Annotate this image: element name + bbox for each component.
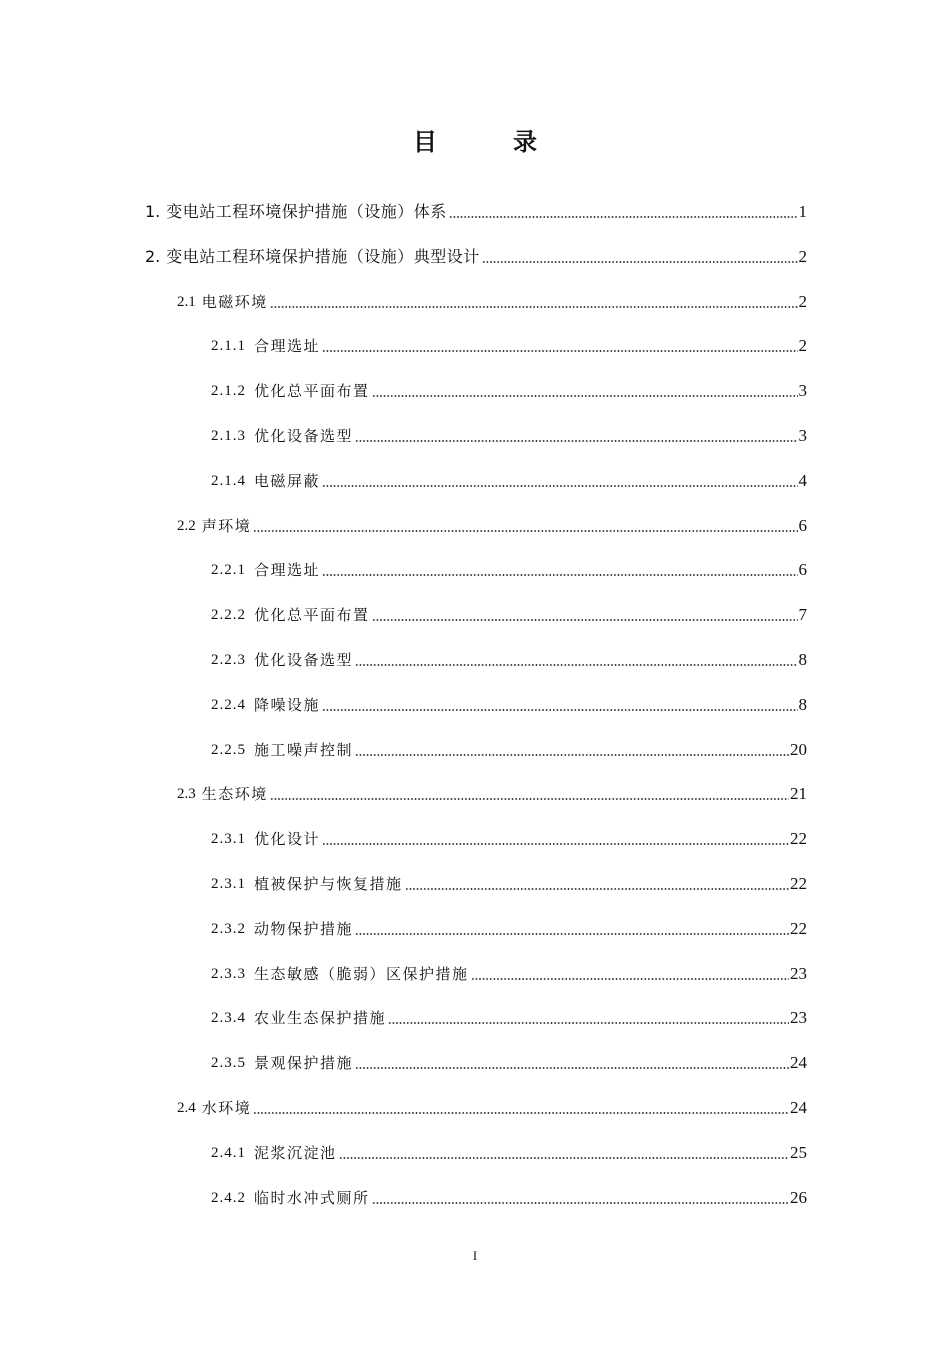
toc-entry-number: 2.	[145, 246, 161, 266]
dot-leader	[355, 933, 789, 935]
dot-leader	[322, 709, 797, 711]
toc-entry-2-1-1[interactable]	[211, 328, 807, 356]
toc-entry-2-1-2[interactable]	[211, 373, 807, 401]
toc-entry-number: 2.2.2	[211, 607, 246, 624]
toc-entry-number: 2.3	[177, 786, 196, 803]
toc-entry-title: 优化设计	[254, 830, 321, 849]
toc-entry-page: 6	[798, 515, 807, 535]
toc-entry-page: 3	[798, 426, 807, 445]
dot-leader	[471, 978, 789, 980]
toc-entry-page: 2	[798, 336, 807, 356]
toc-entry-title: 景观保护措施	[254, 1054, 354, 1073]
toc-entry-number: 2.2.5	[211, 741, 246, 758]
dot-leader	[322, 350, 797, 352]
toc-entry-title: 水环境	[201, 1099, 252, 1117]
toc-entry-title: 合理选址	[254, 561, 321, 580]
toc-entry-2-2-5[interactable]	[211, 732, 807, 760]
dot-leader	[355, 754, 789, 756]
toc-entry-page: 22	[790, 918, 807, 938]
dot-leader	[355, 1067, 789, 1069]
toc-entry-title: 农业生态保护措施	[254, 1009, 387, 1028]
toc-entry-number: 2.1.4	[211, 472, 246, 489]
toc-entry-number: 2.2.1	[211, 562, 246, 579]
toc-entry-page: 25	[790, 1142, 807, 1162]
toc-entry-number: 2.3.2	[211, 920, 246, 937]
toc-entry-2-2-4[interactable]	[211, 687, 807, 715]
toc-entry-2-3-1-vegetation[interactable]	[211, 866, 807, 894]
toc-entry-number: 2.3.3	[211, 965, 246, 982]
toc-entry-title: 临时水冲式厕所	[254, 1188, 370, 1207]
toc-entry-page: 1	[798, 202, 807, 221]
toc-entry-number: 1.	[145, 202, 161, 221]
toc-entry-title: 动物保护措施	[254, 919, 354, 938]
toc-entry-number: 2.2.4	[211, 696, 246, 713]
toc-entry-number: 2.2.3	[211, 652, 246, 668]
page-title: 目 录	[413, 128, 563, 156]
toc-entry-2-4-1[interactable]	[211, 1135, 807, 1163]
toc-entry-page: 24	[790, 1053, 807, 1073]
toc-entry-number: 2.1	[177, 293, 196, 310]
dot-leader	[253, 530, 797, 532]
toc-entry-number: 2.4	[177, 1100, 196, 1116]
toc-entry-title: 变电站工程环境保护措施（设施）体系	[166, 202, 447, 221]
toc-entry-title: 优化设备选型	[254, 651, 354, 669]
toc-entry-2-3-1-design[interactable]	[211, 821, 807, 849]
toc-entry-2-3-3[interactable]	[211, 956, 807, 984]
dot-leader	[482, 261, 798, 263]
dot-leader	[388, 1022, 789, 1024]
toc-entry-2-3-5[interactable]	[211, 1045, 807, 1073]
toc-entry-number: 2.4.1	[211, 1144, 246, 1161]
dot-leader	[253, 1112, 789, 1114]
toc-entry-title: 优化设备选型	[254, 427, 354, 445]
dot-leader	[372, 619, 798, 621]
toc-entry-title: 电磁环境	[201, 292, 268, 311]
toc-entry-2-4[interactable]	[177, 1090, 807, 1118]
toc-entry-title: 电磁屏蔽	[254, 471, 321, 490]
dot-leader	[322, 574, 797, 576]
dot-leader	[449, 216, 798, 218]
toc-entry-2-2[interactable]	[177, 508, 807, 536]
toc-entry-2[interactable]	[145, 239, 807, 267]
toc-entry-title: 植被保护与恢复措施	[254, 875, 403, 893]
dot-leader	[405, 888, 789, 890]
toc-entry-2-3-4[interactable]	[211, 1000, 807, 1028]
toc-entry-title: 声环境	[201, 516, 252, 535]
dot-leader	[355, 664, 797, 666]
toc-entry-number: 2.1.2	[211, 383, 246, 400]
toc-entry-title: 降噪设施	[254, 695, 321, 714]
toc-entry-number: 2.1.1	[211, 338, 246, 355]
dot-leader	[270, 798, 789, 800]
toc-entry-2-3[interactable]	[177, 776, 807, 804]
toc-entry-page: 22	[790, 874, 807, 893]
toc-entry-page: 21	[790, 784, 807, 804]
toc-entry-2-3-2[interactable]	[211, 911, 807, 939]
dot-leader	[322, 485, 797, 487]
dot-leader	[339, 1157, 789, 1159]
toc-entry-page: 4	[798, 470, 807, 490]
toc-entry-2-2-1[interactable]	[211, 552, 807, 580]
toc-entry-page: 23	[790, 963, 807, 983]
dot-leader	[355, 440, 797, 442]
toc-entry-title: 合理选址	[254, 337, 321, 356]
toc-entry-page: 24	[790, 1098, 807, 1117]
toc-entry-page: 22	[790, 829, 807, 849]
toc-entry-number: 2.4.2	[211, 1189, 246, 1206]
toc-entry-title: 生态敏感（脆弱）区保护措施	[254, 964, 469, 983]
toc-entry-title: 生态环境	[201, 785, 268, 804]
toc-entry-title: 优化总平面布置	[254, 606, 370, 625]
toc-entry-page: 6	[798, 560, 807, 580]
toc-entry-page: 2	[798, 246, 807, 266]
toc-entry-title: 优化总平面布置	[254, 382, 370, 401]
toc-entry-title: 泥浆沉淀池	[254, 1143, 337, 1162]
toc-entry-2-2-3[interactable]	[211, 642, 807, 670]
toc-entry-1[interactable]	[145, 194, 807, 222]
toc-entry-page: 26	[790, 1187, 807, 1207]
toc-entry-page: 3	[798, 381, 807, 401]
toc-entry-page: 7	[798, 605, 807, 625]
toc-entry-number: 2.2	[177, 517, 196, 534]
toc-entry-title: 变电站工程环境保护措施（设施）典型设计	[166, 246, 480, 266]
toc-entry-2-4-2[interactable]	[211, 1180, 807, 1208]
toc-entry-2-1-3[interactable]	[211, 418, 807, 446]
dot-leader	[372, 1202, 789, 1204]
toc-entry-2-2-2[interactable]	[211, 597, 807, 625]
dot-leader	[270, 306, 798, 308]
dot-leader	[372, 395, 798, 397]
toc-entry-title: 施工噪声控制	[254, 740, 354, 759]
toc-entry-page: 8	[798, 694, 807, 714]
toc-entry-page: 20	[790, 739, 807, 759]
toc-entry-number: 2.3.1	[211, 876, 246, 892]
dot-leader	[322, 843, 789, 845]
page-number: I	[472, 1248, 478, 1263]
toc-entry-page: 23	[790, 1008, 807, 1028]
toc-entry-page: 2	[798, 291, 807, 311]
toc-entry-2-1-4[interactable]	[211, 463, 807, 491]
toc-entry-number: 2.3.4	[211, 1010, 246, 1027]
toc-entry-2-1[interactable]	[177, 284, 807, 312]
toc-entry-number: 2.1.3	[211, 428, 246, 444]
toc-entry-number: 2.3.5	[211, 1055, 246, 1072]
toc-entry-page: 8	[798, 650, 807, 669]
toc-entry-number: 2.3.1	[211, 831, 246, 848]
